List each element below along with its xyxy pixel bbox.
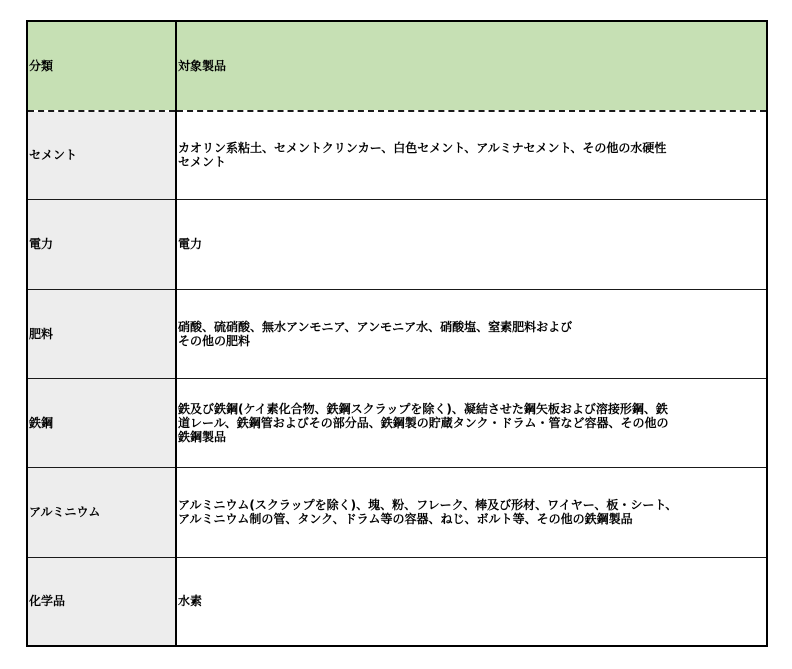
table-row-fertilizer xyxy=(28,289,766,378)
category-cell xyxy=(28,289,176,378)
category-cell xyxy=(28,467,176,557)
products-text: 硝酸、硫硝酸、無水アンモニア、アンモニア水、硝酸塩、窒素肥料および その他の肥料 xyxy=(178,319,573,348)
category-label: 電力 xyxy=(29,237,54,251)
products-text: 鉄及び鉄鋼(ケイ素化合物、鉄鋼スクラップを除く)、凝結させた鋼矢板および溶接形鋼、鉄 道レール、鉄鋼管およびその部分品、鉄鋼製の貯蔵タンク・ドラム・管など容器、その他の 鉄鋼製品 xyxy=(178,401,669,444)
header-products-cell xyxy=(176,22,766,111)
category-label: 化学品 xyxy=(29,594,66,609)
category-label: アルミニウム xyxy=(29,505,101,519)
products-text: 電力 xyxy=(178,237,203,251)
header-category-label: 分類 xyxy=(29,59,54,73)
products-cell xyxy=(176,289,766,378)
products-text: カオリン系粘土、セメントクリンカー、白色セメント、アルミナセメント、その他の水硬性 セメント xyxy=(178,141,667,170)
product-table xyxy=(28,22,766,645)
products-cell xyxy=(176,557,766,645)
category-cell xyxy=(28,199,176,289)
category-cell xyxy=(28,557,176,645)
table-row-aluminium xyxy=(28,467,766,557)
header-category-cell xyxy=(28,22,176,111)
category-label: 肥料 xyxy=(29,326,54,341)
table-row-electricity xyxy=(28,199,766,289)
table-row-chemicals xyxy=(28,557,766,645)
products-cell xyxy=(176,111,766,199)
category-label: 鉄鋼 xyxy=(29,415,54,430)
header-products-label: 対象製品 xyxy=(178,59,227,73)
category-cell xyxy=(28,378,176,467)
products-cell xyxy=(176,378,766,467)
cbam-product-table xyxy=(26,20,768,647)
table-row-cement xyxy=(28,111,766,199)
category-label: セメント xyxy=(29,148,78,163)
table-header-row xyxy=(28,22,766,111)
table-row-steel xyxy=(28,378,766,467)
products-text: 水素 xyxy=(178,594,203,609)
products-text: アルミニウム(スクラップを除く)、塊、粉、フレーク、棒及び形材、ワイヤー、板・シート、 アルミニウム制の管、タンク、ドラム等の容器、ねじ、ボルト等、その他の鉄鋼製品 xyxy=(178,498,678,526)
products-cell xyxy=(176,199,766,289)
products-cell xyxy=(176,467,766,557)
category-cell xyxy=(28,111,176,199)
